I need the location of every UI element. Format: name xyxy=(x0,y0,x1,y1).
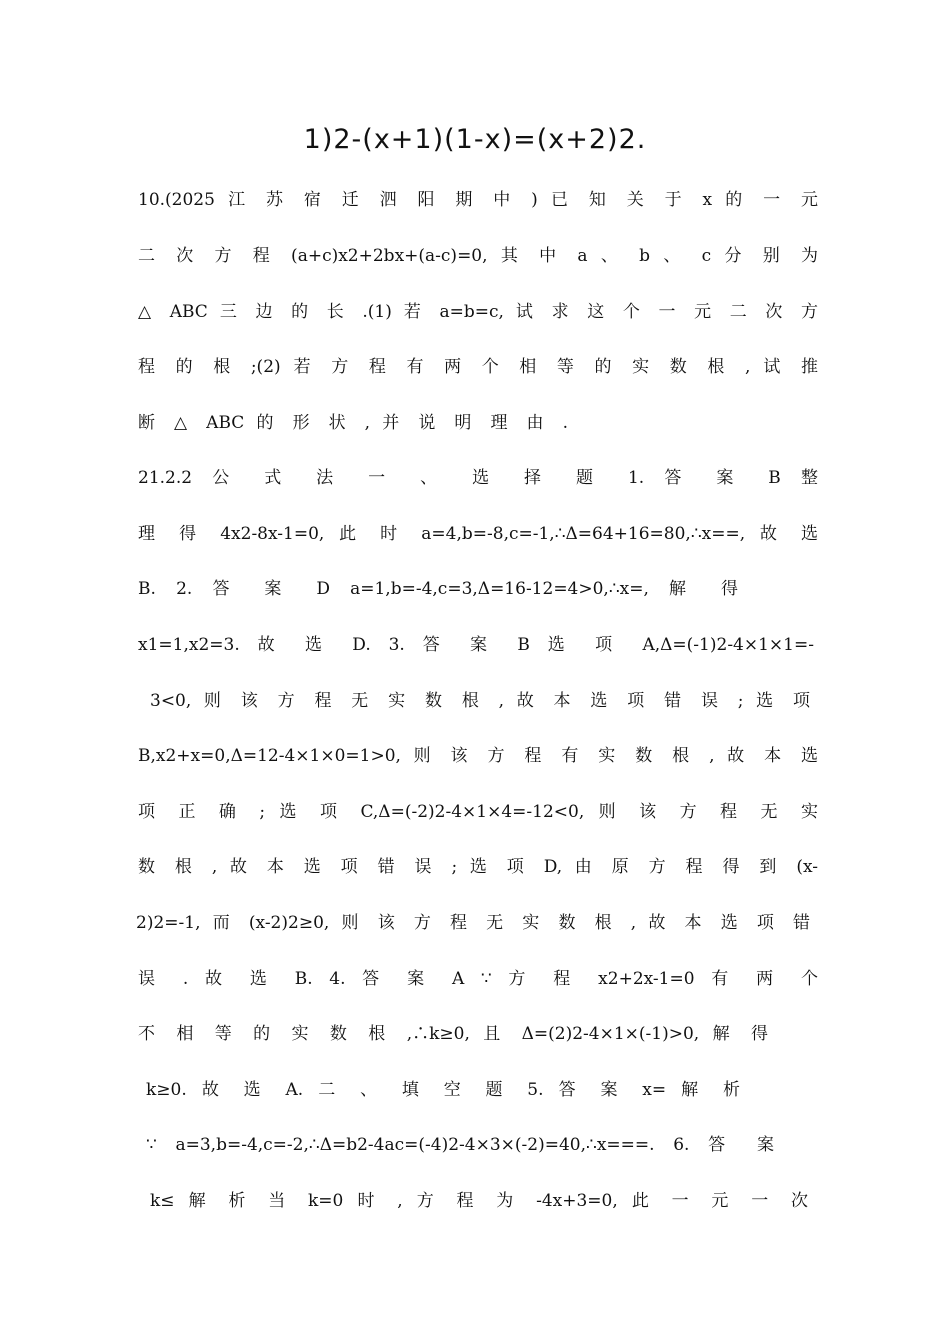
text-line: 理 得 4x2-8x-1=0, 此 时 a=4,b=-8,c=-1,∴Δ=64+16=80,∴x==, 故 选 xyxy=(138,524,818,544)
text-line: 10.(2025 江 苏 宿 迁 泗 阳 期 中 ) 已 知 关 于 x 的 一 元 xyxy=(138,190,818,210)
text-line: k≤ 解 析 当 k=0 时 , 方 程 为 -4x+3=0, 此 一 元 一 次 xyxy=(150,1191,808,1211)
text-line: 二 次 方 程 (a+c)x2+2bx+(a-c)=0, 其 中 a 、 b 、 c 分 别 为 xyxy=(138,246,818,266)
text-line: 数 根 , 故 本 选 项 错 误 ; 选 项 D, 由 原 方 程 得 到 (x- xyxy=(138,857,818,877)
text-line: 项 正 确 ; 选 项 C,Δ=(-2)2-4×1×4=-12<0, 则 该 方 程 无 实 xyxy=(138,802,818,822)
text-line: 断 △ ABC 的 形 状 , 并 说 明 理 由 . xyxy=(138,413,568,433)
text-line: △ ABC 三 边 的 长 .(1) 若 a=b=c, 试 求 这 个 一 元 二 次 方 xyxy=(138,302,818,322)
text-line: ∵ a=3,b=-4,c=-2,∴Δ=b2-4ac=(-4)2-4×3×(-2)=40,∴x===. 6. 答 案 xyxy=(146,1135,774,1155)
text-line: B,x2+x=0,Δ=12-4×1×0=1>0, 则 该 方 程 有 实 数 根 , 故 本 选 xyxy=(138,746,818,766)
text-line: 2)2=-1, 而 (x-2)2≥0, 则 该 方 程 无 实 数 根 , 故 本 选 项 错 xyxy=(136,913,810,933)
text-line: x1=1,x2=3. 故 选 D. 3. 答 案 B 选 项 A,Δ=(-1)2-4×1×1=- xyxy=(138,635,814,655)
text-line: 3<0, 则 该 方 程 无 实 数 根 , 故 本 选 项 错 误 ; 选 项 xyxy=(150,691,810,711)
text-line: 误 . 故 选 B. 4. 答 案 A ∵ 方 程 x2+2x-1=0 有 两 个 xyxy=(138,969,818,989)
equation-heading: 1)2-(x+1)(1-x)=(x+2)2. xyxy=(303,124,647,155)
text-line: B. 2. 答 案 D a=1,b=-4,c=3,Δ=16-12=4>0,∴x=, 解 得 xyxy=(138,579,738,599)
text-line: 21.2.2 公 式 法 一 、 选 择 题 1. 答 案 B 整 xyxy=(138,468,818,488)
text-line: 程 的 根 ;(2) 若 方 程 有 两 个 相 等 的 实 数 根 , 试 推 xyxy=(138,357,818,377)
text-line: 不 相 等 的 实 数 根 ,∴k≥0, 且 Δ=(2)2-4×1×(-1)>0, 解 得 xyxy=(138,1024,768,1044)
text-line: k≥0. 故 选 A. 二 、 填 空 题 5. 答 案 x= 解 析 xyxy=(146,1080,740,1100)
